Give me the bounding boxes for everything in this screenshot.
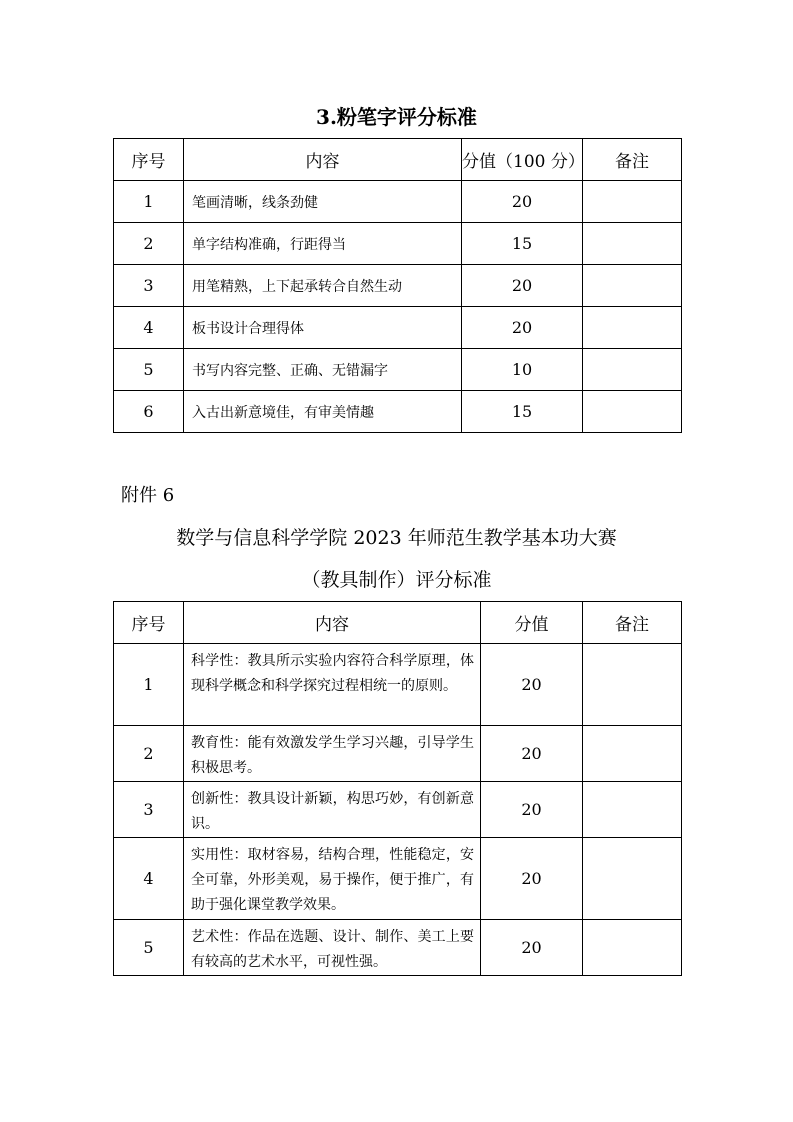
- row-no: 2: [114, 726, 184, 782]
- row-no: 5: [114, 920, 184, 976]
- table-row: [114, 223, 682, 265]
- header-score: 分值: [481, 602, 583, 644]
- table-row: [114, 181, 682, 223]
- row-no: 5: [114, 349, 184, 391]
- table-row: [114, 782, 682, 838]
- row-content: 用笔精熟，上下起承转合自然生动: [184, 265, 462, 307]
- row-content: 创新性：教具设计新颖，构思巧妙，有创新意识。: [184, 782, 481, 838]
- row-content: 板书设计合理得体: [184, 307, 462, 349]
- row-score: 20: [462, 265, 583, 307]
- row-note: [583, 223, 682, 265]
- row-note: [583, 307, 682, 349]
- teaching-aid-scoring-title: （教具制作）评分标准: [301, 569, 492, 591]
- row-note: [583, 726, 682, 782]
- row-score: 20: [481, 726, 583, 782]
- table-row: [114, 349, 682, 391]
- row-no: 4: [114, 838, 184, 920]
- row-content: 实用性：取材容易，结构合理，性能稳定，安全可靠，外形美观，易于操作，便于推广，有助于强化课堂教学效果。: [184, 838, 481, 920]
- row-score: 20: [481, 920, 583, 976]
- attachment-label: 附件 6: [121, 485, 175, 506]
- table-row: [114, 307, 682, 349]
- row-content: 书写内容完整、正确、无错漏字: [184, 349, 462, 391]
- row-no: 3: [114, 782, 184, 838]
- row-content: 单字结构准确，行距得当: [184, 223, 462, 265]
- row-no: 6: [114, 391, 184, 433]
- row-score: 20: [462, 181, 583, 223]
- row-content: 科学性：教具所示实验内容符合科学原理，体现科学概念和科学探究过程相统一的原则。: [184, 644, 481, 726]
- row-content: 笔画清晰，线条劲健: [184, 181, 462, 223]
- row-no: 4: [114, 307, 184, 349]
- row-content: 艺术性：作品在选题、设计、制作、美工上要有较高的艺术水平，可视性强。: [184, 920, 481, 976]
- row-score: 15: [462, 391, 583, 433]
- table-row: [114, 391, 682, 433]
- row-note: [583, 181, 682, 223]
- row-note: [583, 838, 682, 920]
- header-score: 分值（100 分）: [462, 139, 583, 181]
- table-row: [114, 726, 682, 782]
- row-score: 20: [481, 782, 583, 838]
- row-note: [583, 349, 682, 391]
- row-score: 15: [462, 223, 583, 265]
- table-row: [114, 265, 682, 307]
- row-no: 1: [114, 181, 184, 223]
- header-no: 序号: [114, 139, 184, 181]
- table-row: [114, 838, 682, 920]
- row-score: 20: [481, 644, 583, 726]
- header-content: 内容: [184, 602, 481, 644]
- chalk-scoring-title: 3.粉笔字评分标准: [316, 105, 477, 129]
- row-no: 2: [114, 223, 184, 265]
- row-content: 教育性：能有效激发学生学习兴趣，引导学生积极思考。: [184, 726, 481, 782]
- header-note: 备注: [583, 602, 682, 644]
- table-row: [114, 644, 682, 726]
- row-no: 1: [114, 644, 184, 726]
- row-content: 入古出新意境佳，有审美情趣: [184, 391, 462, 433]
- table-header-row: [114, 139, 682, 181]
- row-note: [583, 391, 682, 433]
- header-note: 备注: [583, 139, 682, 181]
- table-row: [114, 920, 682, 976]
- row-score: 20: [462, 307, 583, 349]
- row-note: [583, 265, 682, 307]
- row-note: [583, 782, 682, 838]
- header-no: 序号: [114, 602, 184, 644]
- row-note: [583, 920, 682, 976]
- header-content: 内容: [184, 139, 462, 181]
- row-no: 3: [114, 265, 184, 307]
- chalk-scoring-table: [113, 138, 682, 433]
- competition-title: 数学与信息科学学院 2023 年师范生教学基本功大赛: [176, 527, 617, 549]
- teaching-aid-scoring-table: [113, 601, 682, 976]
- row-score: 20: [481, 838, 583, 920]
- row-score: 10: [462, 349, 583, 391]
- row-note: [583, 644, 682, 726]
- table-header-row: [114, 602, 682, 644]
